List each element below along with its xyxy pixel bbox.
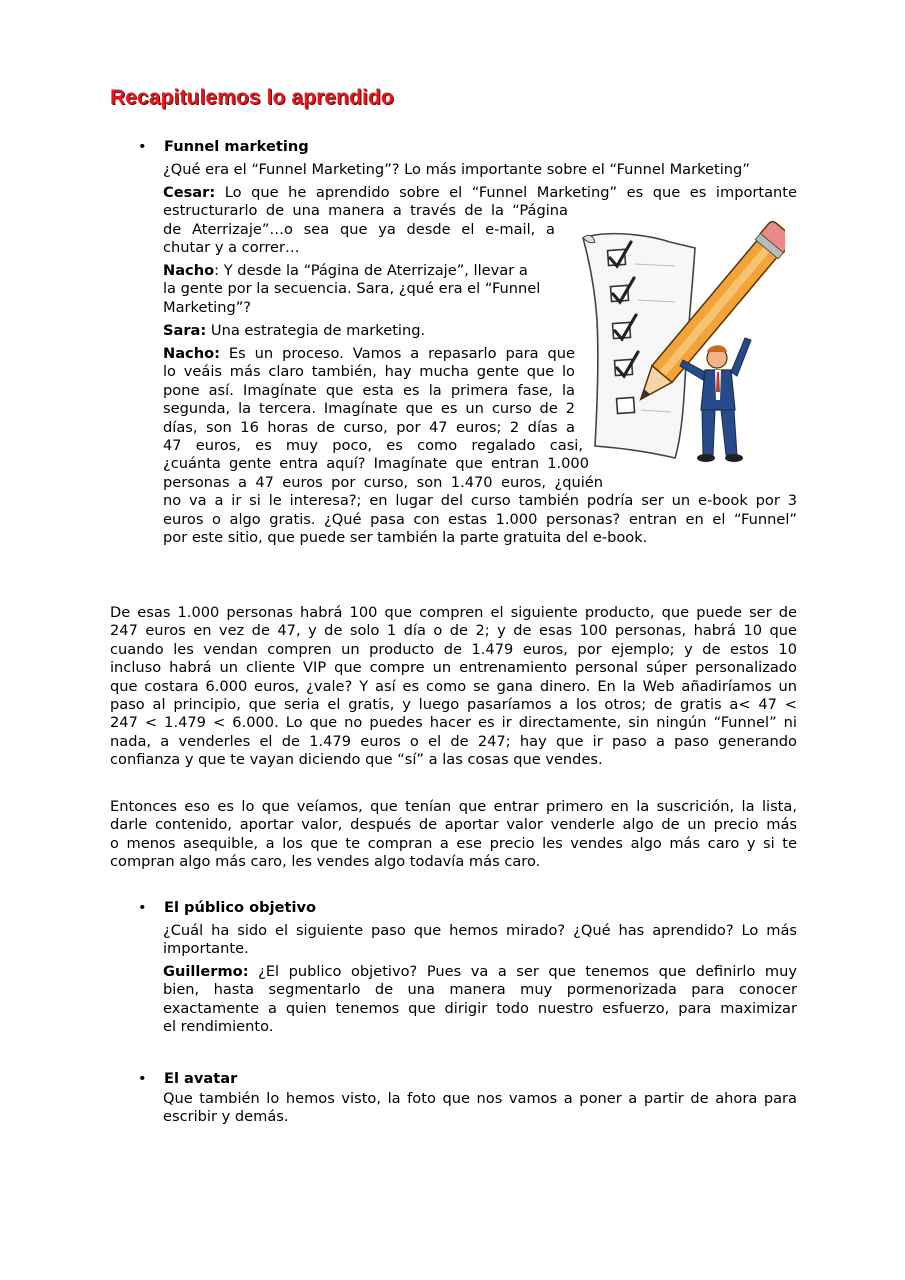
bullet-icon: •: [138, 899, 147, 916]
section-heading-avatar: El avatar: [164, 1070, 238, 1087]
checklist-pencil-illustration: [575, 220, 785, 470]
speaker-cesar: Cesar:: [163, 184, 216, 201]
speaker-guillermo: Guillermo:: [163, 963, 249, 980]
section-heading-publico: El público objetivo: [164, 899, 316, 916]
funnel-question: ¿Qué era el “Funnel Marketing”? Lo más importante sobre el “Funnel Marketing”: [163, 161, 750, 178]
dialogue-nacho-1: Nacho: Y desde la “Página de Aterrizaje”, llevar a la gente por la secuencia. Sara, ¿qué era el “Funnel Marketing”?: [163, 262, 541, 316]
publico-question: ¿Cuál ha sido el siguiente paso que hemos mirado? ¿Qué has aprendido? Lo más importante.: [163, 922, 797, 958]
section-heading-funnel: Funnel marketing: [164, 138, 309, 155]
bullet-icon: •: [138, 1070, 147, 1087]
paragraph-summary: Entonces eso es lo que veíamos, que tenían que entrar primero en la suscrición, la lista, darle contenido, aportar valor, después de aportar valor venderle algo de un precio más o menos asequible, a los que te compran a ese precio les vendes algo más caro y si te compran algo más caro, les vendes algo todavía más caro.: [110, 798, 797, 871]
page-title: Recapitulemos lo aprendido: [110, 86, 394, 109]
dialogue-sara: Sara: Una estrategia de marketing.: [163, 322, 426, 339]
speaker-nacho: Nacho: [163, 262, 215, 279]
avatar-text: Que también lo hemos visto, la foto que nos vamos a poner a partir de ahora para escribir y demás.: [163, 1090, 797, 1126]
paragraph-funnel-explanation: De esas 1.000 personas habrá 100 que compren el siguiente producto, que puede ser de 247 euros en vez de 47, y de solo 1 día o de 2; y de esas 100 personas, habrá 10 que cuando les vendan compren un producto de 1.479 euros, por ejemplo; y de estos 10 incluso habrá un cliente VIP que compre un entrenamiento personal súper personalizado que costara 6.000 euros, ¿vale? Y así es como se gana dinero. En la Web añadiríamos un paso al principio, que seria el gratis, y luego pasaríamos a los otros; de gratis a< 47 < 247 < 1.479 < 6.000. Lo que no puedes hacer es ir directamente, sin ningún “Funnel” ni nada, a venderles el de 1.479 euros o el de 247; hay que ir paso a paso generando confianza y que te vayan diciendo que “sí” a las cosas que vendes.: [110, 604, 797, 769]
speaker-nacho: Nacho:: [163, 345, 220, 362]
dialogue-guillermo: Guillermo: ¿El publico objetivo? Pues va a ser que tenemos que definirlo muy bien, hasta segmentarlo de una manera muy pormenorizada para conocer exactamente a quien tenemos que dirigir todo nuestro esfuerzo, para maximizar el rendimiento.: [163, 963, 797, 1036]
dialogue-nacho-2: Nacho: Es un proceso. Vamos a repasarlo para que lo veáis más claro también, hay mucha gente que lo pone así. Imagínate que esta es la primera fase, la segunda, la tercera. Imagínate que es un curso de 2 días, son 16 horas de curso, por 47 euros; 2 días a 47 euros, es muy poco, es como regalado casi, ¿cuánta gente entra aquí? Imagínate que entran 1.000 personas a 47 euros por curso, son 1.470 euros, ¿quién no va a ir si le interesa?; en lugar del curso también podría ser un e-book por 3 euros o algo gratis. ¿Qué pasa con estas 1.000 personas? entran en el “Funnel” por este sitio, que puede ser también la parte gratuita del e-book.: [163, 345, 797, 547]
speaker-sara: Sara:: [163, 322, 207, 339]
dialogue-cesar: Cesar: Lo que he aprendido sobre el “Funnel Marketing” es que es importante estructurarlo de una manera a través de la “Página de Aterrizaje”…o sea que ya desde el e-mail, a chutar y a correr…: [163, 184, 797, 257]
bullet-icon: •: [138, 138, 147, 155]
